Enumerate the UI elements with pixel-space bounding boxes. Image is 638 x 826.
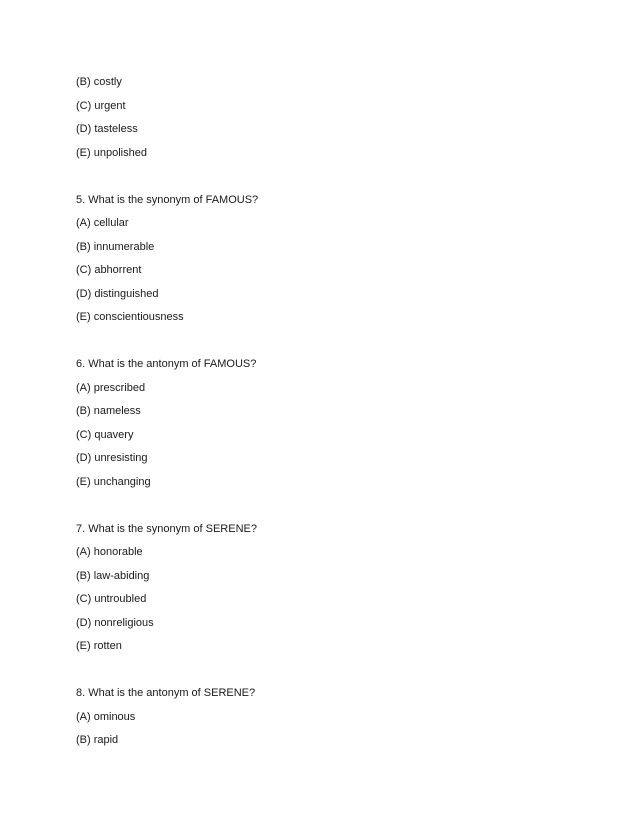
option: (C) untroubled (76, 593, 147, 605)
question-6 (76, 357, 596, 489)
question-prompt: 7. What is the synonym of SERENE? (76, 522, 257, 535)
option: (B) innumerable (76, 240, 155, 253)
option: (A) prescribed (76, 381, 146, 394)
option: (C) abhorrent (76, 264, 142, 276)
option: (A) cellular (76, 217, 129, 229)
continued-options (76, 75, 596, 160)
option: (E) unpolished (76, 146, 147, 159)
question-7 (76, 522, 596, 654)
quiz-content (76, 75, 596, 747)
option: (E) unchanging (76, 475, 151, 488)
option: (B) rapid (76, 734, 119, 746)
option: (B) costly (76, 76, 122, 88)
question-prompt: 6. What is the antonym of FAMOUS? (76, 358, 257, 370)
option: (D) distinguished (76, 287, 159, 300)
option: (B) nameless (76, 405, 141, 417)
option: (A) ominous (76, 710, 136, 723)
question-5 (76, 193, 596, 325)
option: (C) urgent (76, 99, 126, 112)
option: (B) law-abiding (76, 569, 150, 582)
option: (E) rotten (76, 640, 122, 652)
option: (D) unresisting (76, 452, 148, 464)
option: (A) honorable (76, 546, 143, 558)
question-prompt: 5. What is the synonym of FAMOUS? (76, 193, 259, 206)
option: (D) tasteless (76, 123, 138, 135)
option: (E) conscientiousness (76, 311, 184, 323)
question-prompt: 8. What is the antonym of SERENE? (76, 687, 256, 699)
option: (C) quavery (76, 428, 134, 441)
option: (D) nonreligious (76, 616, 154, 629)
question-8 (76, 686, 596, 747)
